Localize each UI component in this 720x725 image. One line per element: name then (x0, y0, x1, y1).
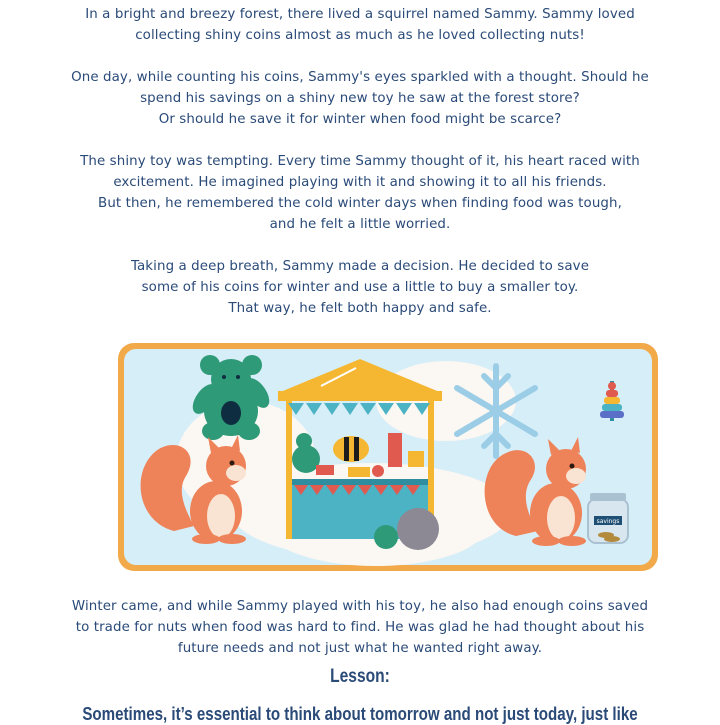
story-line: In a bright and breezy forest, there lived a squirrel named Sammy. Sammy loved (85, 7, 635, 22)
story-ending (0, 596, 720, 659)
story-text (0, 4, 720, 340)
story-line: excitement. He imagined playing with it and showing it to all his friends. (113, 175, 607, 190)
illustration-svg (116, 341, 660, 573)
story-paragraph-1 (0, 4, 720, 46)
story-paragraph-4 (0, 256, 720, 319)
story-line: That way, he felt both happy and safe. (228, 301, 492, 316)
story-line: future needs and not just what he wanted right away. (177, 641, 543, 656)
ball-green-icon (374, 525, 398, 549)
story-line: spend his savings on a shiny new toy he saw at the forest store? (140, 91, 580, 106)
story-line: One day, while counting his coins, Sammy's eyes sparkled with a thought. Should he (71, 70, 649, 85)
story-line: collecting shiny coins almost as much as he loved collecting nuts! (135, 28, 585, 43)
story-line: and he felt a little worried. (269, 217, 451, 232)
lesson-heading: Lesson: (330, 666, 390, 687)
story-line: But then, he remembered the cold winter days when finding food was tough, (98, 196, 622, 211)
jar-label: savings (596, 518, 620, 525)
story-line: Taking a deep breath, Sammy made a decision. He decided to save (130, 259, 590, 274)
story-line: Winter came, and while Sammy played with his toy, he also had enough coins saved (71, 599, 649, 614)
story-paragraph-2 (0, 67, 720, 130)
story-line: to trade for nuts when food was hard to find. He was glad he had thought about his (75, 620, 645, 635)
story-paragraph-3 (0, 151, 720, 235)
story-line: Or should he save it for winter when food might be scarce? (158, 112, 562, 127)
story-illustration (116, 341, 660, 573)
lesson-text: Sometimes, it’s essential to think about tomorrow and not just today, just like (82, 704, 638, 724)
ball-grey-icon (397, 508, 439, 550)
story-line: some of his coins for winter and use a little to buy a smaller toy. (141, 280, 579, 295)
story-line: The shiny toy was tempting. Every time Sammy thought of it, his heart raced with (80, 154, 640, 169)
